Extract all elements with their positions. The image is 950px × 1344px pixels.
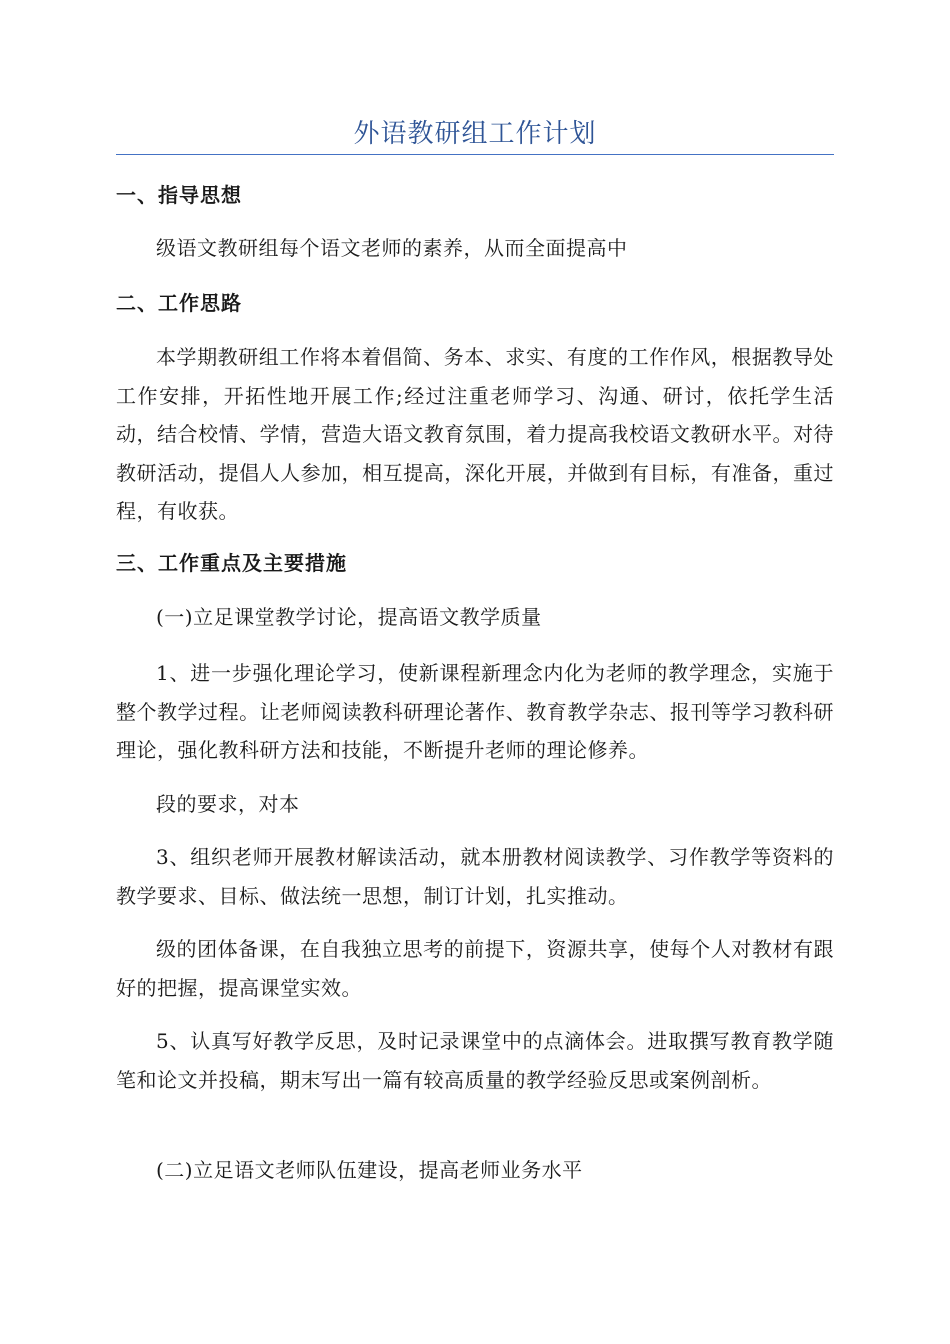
section-heading-work-approach: 二、工作思路 (116, 291, 242, 315)
paragraph: (一)立足课堂教学讨论，提高语文教学质量 (156, 605, 542, 629)
paragraph: 3、组织老师开展教材解读活动，就本册教材阅读教学、习作教学等资料的教学要求、目标、做法统一思想，制订计划，扎实推动。 (116, 845, 834, 908)
paragraph: 1、进一步强化理论学习，使新课程新理念内化为老师的教学理念，实施于整个教学过程。让老师阅读教科研理论著作、教育教学杂志、报刊等学习教科研理论，强化教科研方法和技能，不断提升老师的理论修养。 (116, 661, 834, 762)
paragraph: (二)立足语文老师队伍建设，提高老师业务水平 (156, 1158, 583, 1182)
paragraph: 5、认真写好教学反思，及时记录课堂中的点滴体会。进取撰写教育教学随笔和论文并投稿，期末写出一篇有较高质量的教学经验反思或案例剖析。 (116, 1029, 834, 1092)
document-title: 外语教研组工作计划 (353, 119, 597, 149)
paragraph: 级的团体备课，在自我独立思考的前提下，资源共享，使每个人对教材有跟好的把握，提高课堂实效。 (116, 937, 834, 1000)
paragraph: 级语文教研组每个语文老师的素养，从而全面提高中 (156, 236, 628, 260)
paragraph: 段的要求，对本 (156, 792, 300, 816)
section-heading-guiding-thought: 一、指导思想 (116, 183, 242, 207)
paragraph: 本学期教研组工作将本着倡简、务本、求实、有度的工作作风，根据教导处工作安排，开拓性地开展工作;经过注重老师学习、沟通、研讨，依托学生活动，结合校情、学情，营造大语文教育氛围，着力提高我校语文教研水平。对待教研活动，提倡人人参加，相互提高，深化开展，并做到有目标，有准备，重过程，有收获。 (116, 345, 834, 523)
section-heading-key-measures: 三、工作重点及主要措施 (116, 551, 347, 575)
title-underline (116, 154, 834, 155)
